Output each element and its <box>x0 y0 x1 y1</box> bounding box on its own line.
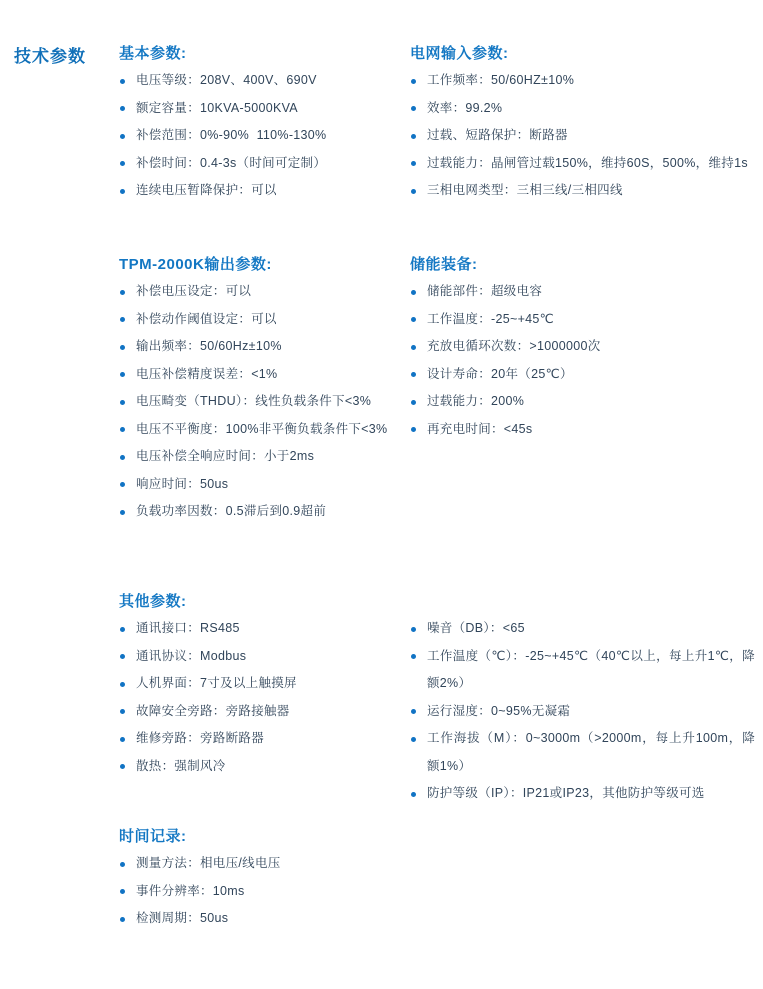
spec-item <box>410 780 755 808</box>
spec-item <box>119 416 431 444</box>
spec-item <box>119 306 431 334</box>
bullet-icon <box>120 189 125 194</box>
spec-item-text: 额定容量：10KVA-5000KVA <box>136 100 298 115</box>
bullet-icon <box>411 654 416 659</box>
spec-item <box>119 443 431 471</box>
spec-item <box>119 388 431 416</box>
spec-item <box>119 643 400 671</box>
spec-item <box>410 333 710 361</box>
spec-item <box>410 388 710 416</box>
spec-item <box>119 615 400 643</box>
spec-item-text: 设计寿命：20年（25℃） <box>427 366 573 381</box>
spec-item-text: 防护等级（IP）：IP21或IP23，其他防护等级可选 <box>427 786 705 800</box>
bullet-icon <box>411 792 416 797</box>
bullet-icon <box>120 427 125 432</box>
spec-item <box>119 361 431 389</box>
spec-item <box>119 670 400 698</box>
spec-item-text: 连续电压暂降保护：可以 <box>136 183 277 197</box>
spec-item <box>410 122 763 150</box>
spec-item <box>119 471 431 499</box>
spec-item <box>119 498 431 526</box>
bullet-icon <box>411 627 416 632</box>
energy-storage-list <box>410 278 710 443</box>
spec-item <box>119 67 411 95</box>
spec-item-text: 维修旁路：旁路断路器 <box>136 731 265 745</box>
spec-item-text: 电压畸变（THDU）：线性负载条件下<3% <box>136 394 372 408</box>
bullet-icon <box>120 737 125 742</box>
spec-item-text: 补偿电压设定：可以 <box>136 284 252 298</box>
section-title-grid-input: 电网输入参数: <box>410 45 509 62</box>
spec-item <box>119 95 411 123</box>
section-title-time-record: 时间记录: <box>119 828 187 845</box>
bullet-icon <box>120 345 125 350</box>
spec-item-text: 电压补偿精度误差：<1% <box>136 366 278 381</box>
spec-item-text: 负载功率因数：0.5滞后到0.9超前 <box>136 504 327 518</box>
section-grid-input-params <box>410 44 763 205</box>
bullet-icon <box>411 79 416 84</box>
spec-item-text: 故障安全旁路：旁路接触器 <box>136 703 290 718</box>
spec-item <box>410 416 710 444</box>
spec-item <box>410 361 710 389</box>
section-title-other: 其他参数: <box>119 593 187 610</box>
bullet-icon <box>120 510 125 515</box>
spec-item-text: 噪音（DB）：<65 <box>427 621 525 635</box>
spec-item <box>119 150 411 178</box>
bullet-icon <box>411 427 416 432</box>
bullet-icon <box>120 682 125 687</box>
spec-item <box>410 698 755 726</box>
bullet-icon <box>411 317 416 322</box>
section-title-energy-storage: 储能装备: <box>410 256 478 273</box>
spec-item-text: 检测周期：50us <box>136 911 229 925</box>
bullet-icon <box>411 345 416 350</box>
section-title-output: TPM-2000K输出参数: <box>119 256 272 273</box>
bullet-icon <box>120 372 125 377</box>
bullet-icon <box>120 290 125 295</box>
spec-item-text: 再充电时间：<45s <box>427 421 533 436</box>
spec-item-text: 效率：99.2% <box>427 100 503 115</box>
spec-item-text: 散热：强制风冷 <box>136 758 226 773</box>
spec-item-text: 过载能力：晶闸管过载150%，维持60S，500%，维持1s <box>427 155 748 170</box>
spec-item-text: 工作温度：-25~+45℃ <box>427 311 555 326</box>
spec-item-text: 工作海拔（M）：0~3000m（>2000m，每上升100m，降额1%） <box>427 731 755 773</box>
spec-item-text: 电压不平衡度：100%非平衡负载条件下<3% <box>136 421 388 436</box>
spec-item <box>119 753 400 781</box>
spec-item-text: 电压补偿全响应时间：小于2ms <box>136 449 315 463</box>
bullet-icon <box>411 189 416 194</box>
bullet-icon <box>411 106 416 111</box>
spec-item-text: 人机界面：7寸及以上触摸屏 <box>136 676 297 690</box>
bullet-icon <box>120 79 125 84</box>
bullet-icon <box>120 161 125 166</box>
section-energy-storage <box>410 255 710 443</box>
spec-item <box>119 878 411 906</box>
spec-item <box>410 306 710 334</box>
spec-item-text: 电压等级：208V、400V、690V <box>136 73 317 87</box>
spec-item-text: 补偿时间：0.4-3s（时间可定制） <box>136 155 327 170</box>
spec-item-text: 响应时间：50us <box>136 476 229 491</box>
spec-item-text: 测量方法：相电压/线电压 <box>136 856 281 870</box>
spec-item-text: 三相电网类型：三相三线/三相四线 <box>427 183 623 197</box>
spec-item <box>410 643 755 698</box>
bullet-icon <box>120 134 125 139</box>
spec-item <box>119 905 411 933</box>
spec-item-text: 储能部件：超级电容 <box>427 284 543 298</box>
spec-item-text: 工作温度（℃）：-25~+45℃（40℃以上，每上升1℃，降额2%） <box>427 648 755 690</box>
bullet-icon <box>120 709 125 714</box>
section-output-params <box>119 255 431 526</box>
spec-item <box>410 725 755 780</box>
spec-item <box>410 615 755 643</box>
spec-item <box>119 725 400 753</box>
section-time-record <box>119 827 411 933</box>
spec-item <box>410 278 710 306</box>
bullet-icon <box>411 709 416 714</box>
spec-item-text: 运行湿度：0~95%无凝霜 <box>427 703 571 718</box>
bullet-icon <box>411 290 416 295</box>
spec-item-text: 过载能力：200% <box>427 394 525 408</box>
bullet-icon <box>411 737 416 742</box>
spec-item-text: 事件分辨率：10ms <box>136 883 245 898</box>
spec-item <box>410 67 763 95</box>
section-other-params <box>119 592 400 780</box>
spec-item-text: 工作频率：50/60HZ±10% <box>427 73 575 87</box>
bullet-icon <box>120 862 125 867</box>
bullet-icon <box>411 400 416 405</box>
page-title: 技术参数 <box>14 47 86 66</box>
bullet-icon <box>120 889 125 894</box>
bullet-icon <box>120 400 125 405</box>
bullet-icon <box>120 482 125 487</box>
bullet-icon <box>120 627 125 632</box>
spec-item <box>119 177 411 205</box>
time-record-list <box>119 850 411 933</box>
spec-item <box>119 278 431 306</box>
bullet-icon <box>411 372 416 377</box>
spec-item-text: 通讯接口：RS485 <box>136 621 240 635</box>
bullet-icon <box>120 917 125 922</box>
output-params-list <box>119 278 431 526</box>
bullet-icon <box>120 455 125 460</box>
spec-item <box>410 177 763 205</box>
spec-item <box>119 122 411 150</box>
bullet-icon <box>411 161 416 166</box>
bullet-icon <box>120 654 125 659</box>
bullet-icon <box>120 764 125 769</box>
bullet-icon <box>120 106 125 111</box>
basic-params-list <box>119 67 411 205</box>
spec-item <box>119 698 400 726</box>
spec-item-text: 补偿范围：0%-90% 110%-130% <box>136 128 327 142</box>
bullet-icon <box>120 317 125 322</box>
other-params-left-list <box>119 615 400 780</box>
spec-item-text: 过载、短路保护：断路器 <box>427 128 568 142</box>
other-params-right-list <box>410 615 755 808</box>
spec-item <box>410 95 763 123</box>
spec-item <box>119 333 431 361</box>
spec-item <box>119 850 411 878</box>
spec-item-text: 补偿动作阈值设定：可以 <box>136 311 277 326</box>
section-basic-params <box>119 44 411 205</box>
spec-item-text: 通讯协议：Modbus <box>136 648 247 663</box>
bullet-icon <box>411 134 416 139</box>
spec-item-text: 充放电循环次数：>1000000次 <box>427 339 601 353</box>
grid-input-params-list <box>410 67 763 205</box>
spec-item <box>410 150 763 178</box>
section-title-basic: 基本参数: <box>119 45 187 62</box>
spec-item-text: 输出频率：50/60Hz±10% <box>136 339 282 353</box>
